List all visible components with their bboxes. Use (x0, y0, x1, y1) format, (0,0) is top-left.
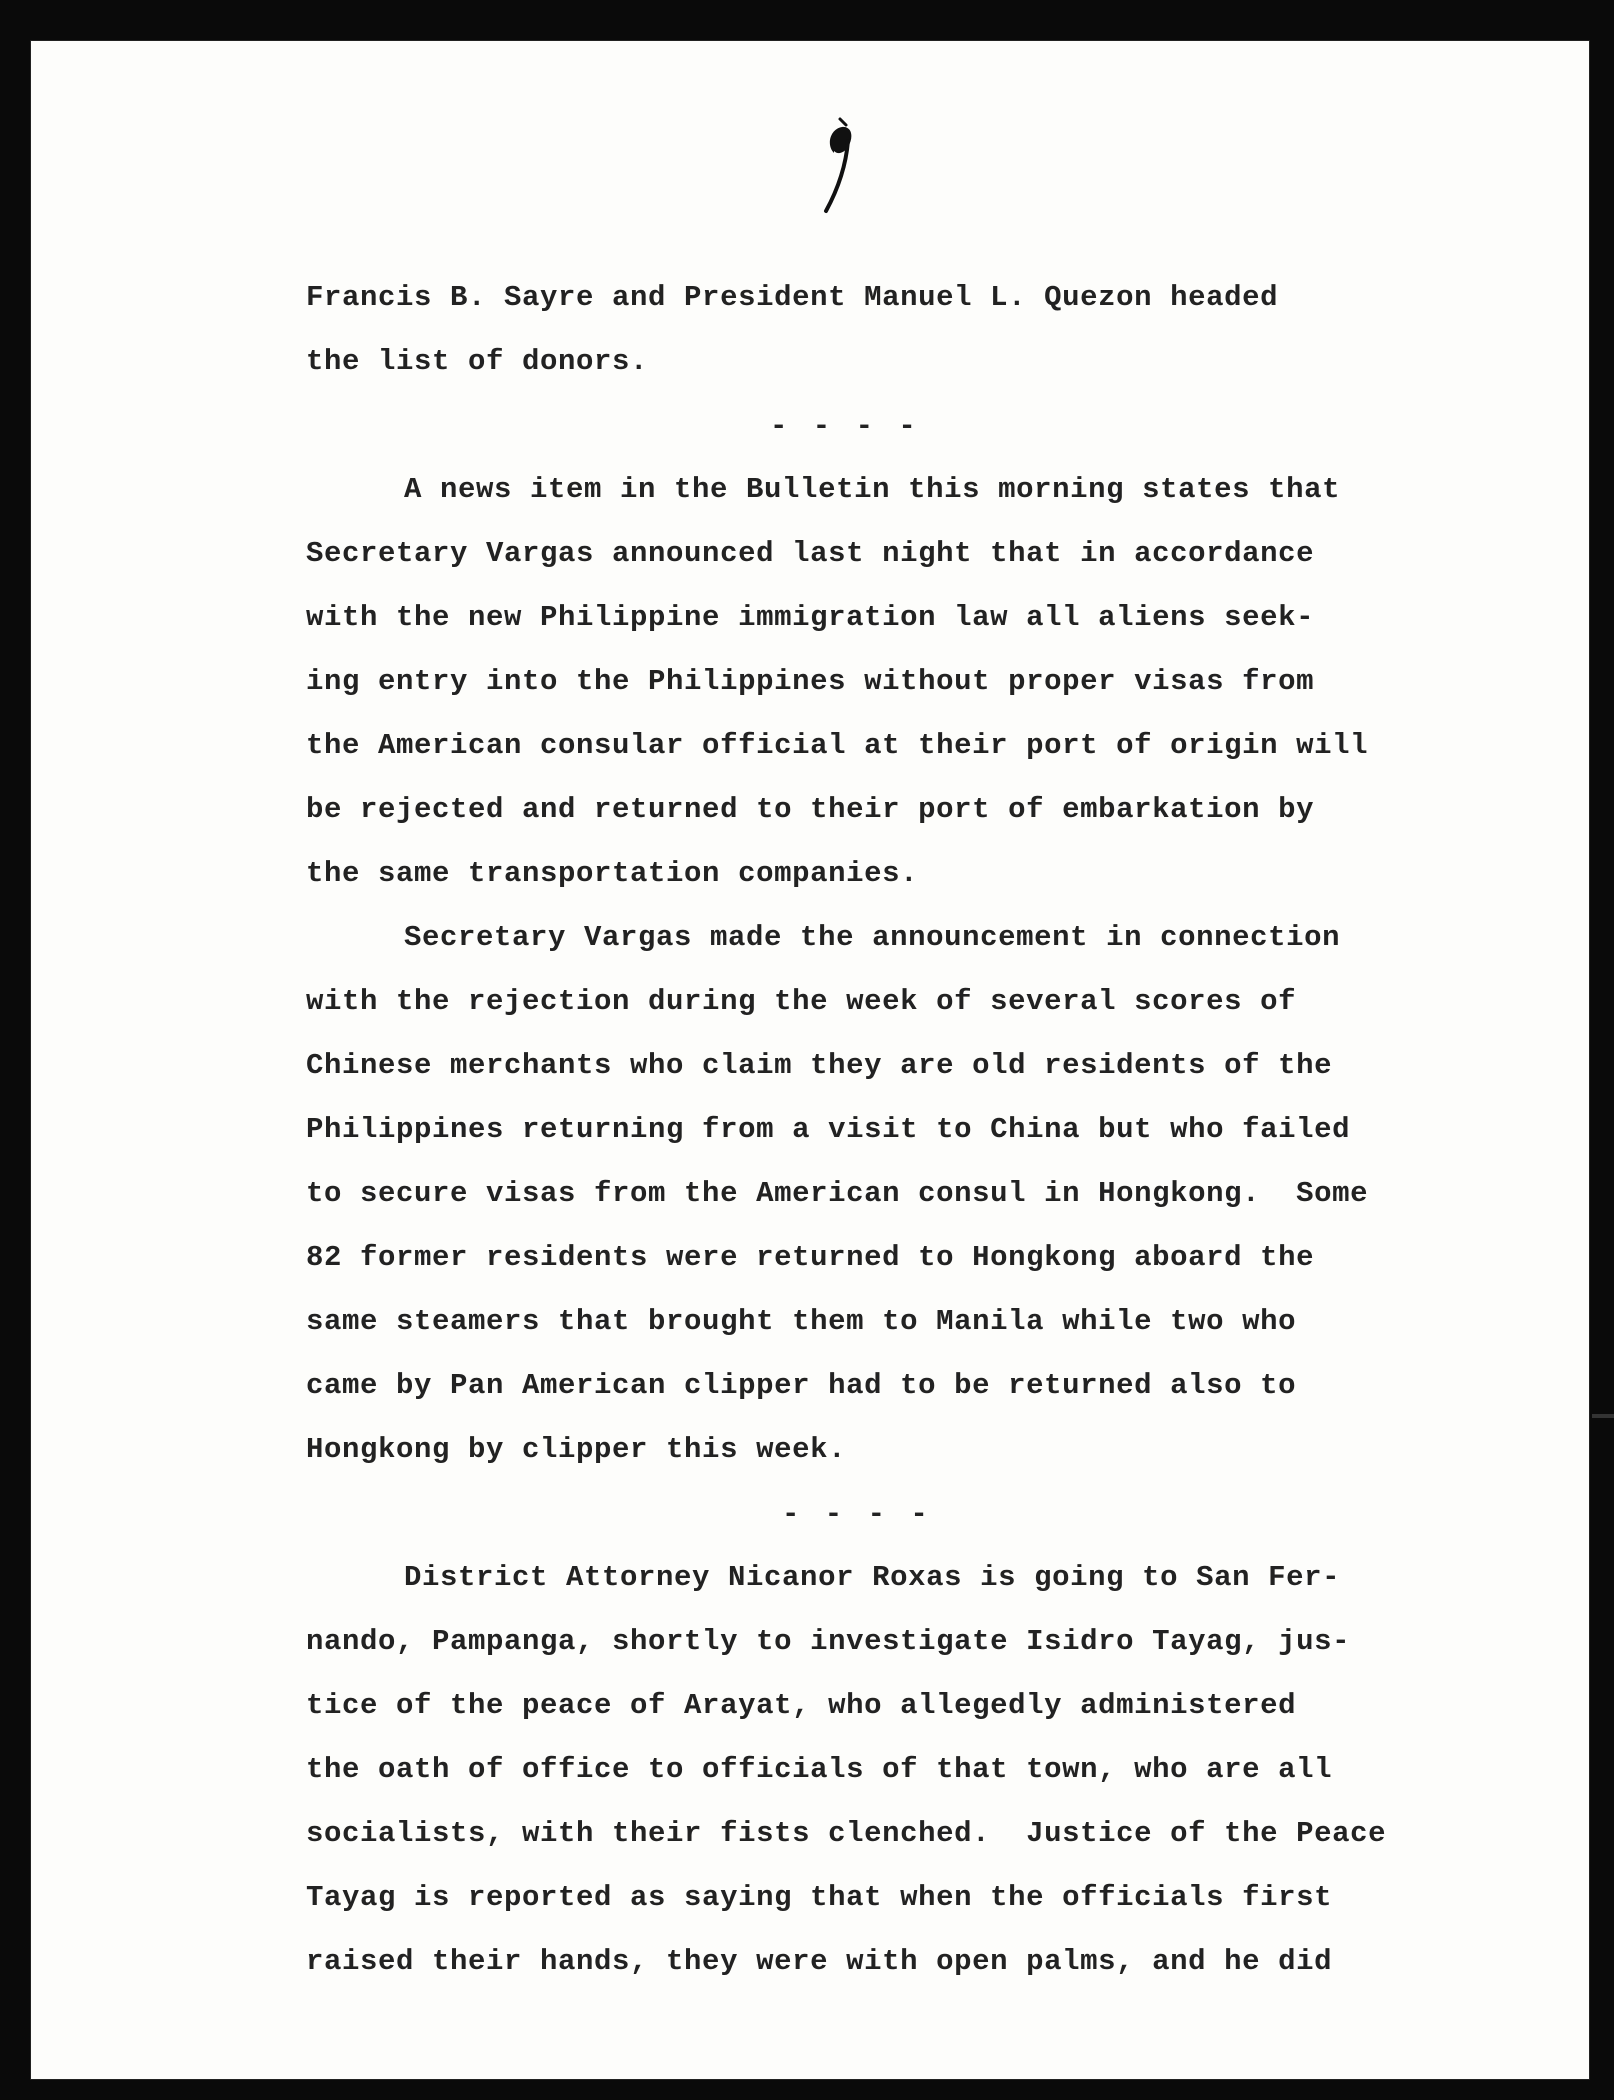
section-separator: - - - - (770, 410, 920, 443)
scan-edge-mark (1592, 1414, 1614, 1418)
text-line: the same transportation companies. (306, 857, 919, 890)
handwritten-page-number (820, 115, 860, 215)
text-line: to secure visas from the American consul in Hongkong. Some (306, 1177, 1369, 1210)
text-line: Tayag is reported as saying that when the officials first (306, 1881, 1333, 1914)
text-line: with the new Philippine immigration law all aliens seek- (306, 601, 1315, 634)
text-line: Philippines returning from a visit to China but who failed (306, 1113, 1351, 1146)
text-line: be rejected and returned to their port of embarkation by (306, 793, 1315, 826)
text-line: raised their hands, they were with open palms, and he did (306, 1945, 1333, 1978)
text-line: A news item in the Bulletin this morning states that (404, 473, 1341, 506)
text-line: same steamers that brought them to Manila while two who (306, 1305, 1297, 1338)
text-line: Secretary Vargas made the announcement in connection (404, 921, 1341, 954)
text-line: came by Pan American clipper had to be returned also to (306, 1369, 1297, 1402)
text-line: socialists, with their fists clenched. Justice of the Peace (306, 1817, 1387, 1850)
text-line: Secretary Vargas announced last night that in accordance (306, 537, 1315, 570)
text-line: tice of the peace of Arayat, who allegedly administered (306, 1689, 1297, 1722)
text-line: Chinese merchants who claim they are old residents of the (306, 1049, 1333, 1082)
section-separator: - - - - (782, 1498, 932, 1531)
text-line: the American consular official at their port of origin will (306, 729, 1369, 762)
text-line: the oath of office to officials of that town, who are all (306, 1753, 1333, 1786)
text-line: the list of donors. (306, 345, 649, 378)
text-line: District Attorney Nicanor Roxas is going to San Fer- (404, 1561, 1341, 1594)
text-line: with the rejection during the week of several scores of (306, 985, 1297, 1018)
text-line: ing entry into the Philippines without proper visas from (306, 665, 1315, 698)
text-line: 82 former residents were returned to Hongkong aboard the (306, 1241, 1315, 1274)
text-line: nando, Pampanga, shortly to investigate Isidro Tayag, jus- (306, 1625, 1351, 1658)
text-line: Hongkong by clipper this week. (306, 1433, 847, 1466)
text-line: Francis B. Sayre and President Manuel L. Quezon headed (306, 281, 1279, 314)
